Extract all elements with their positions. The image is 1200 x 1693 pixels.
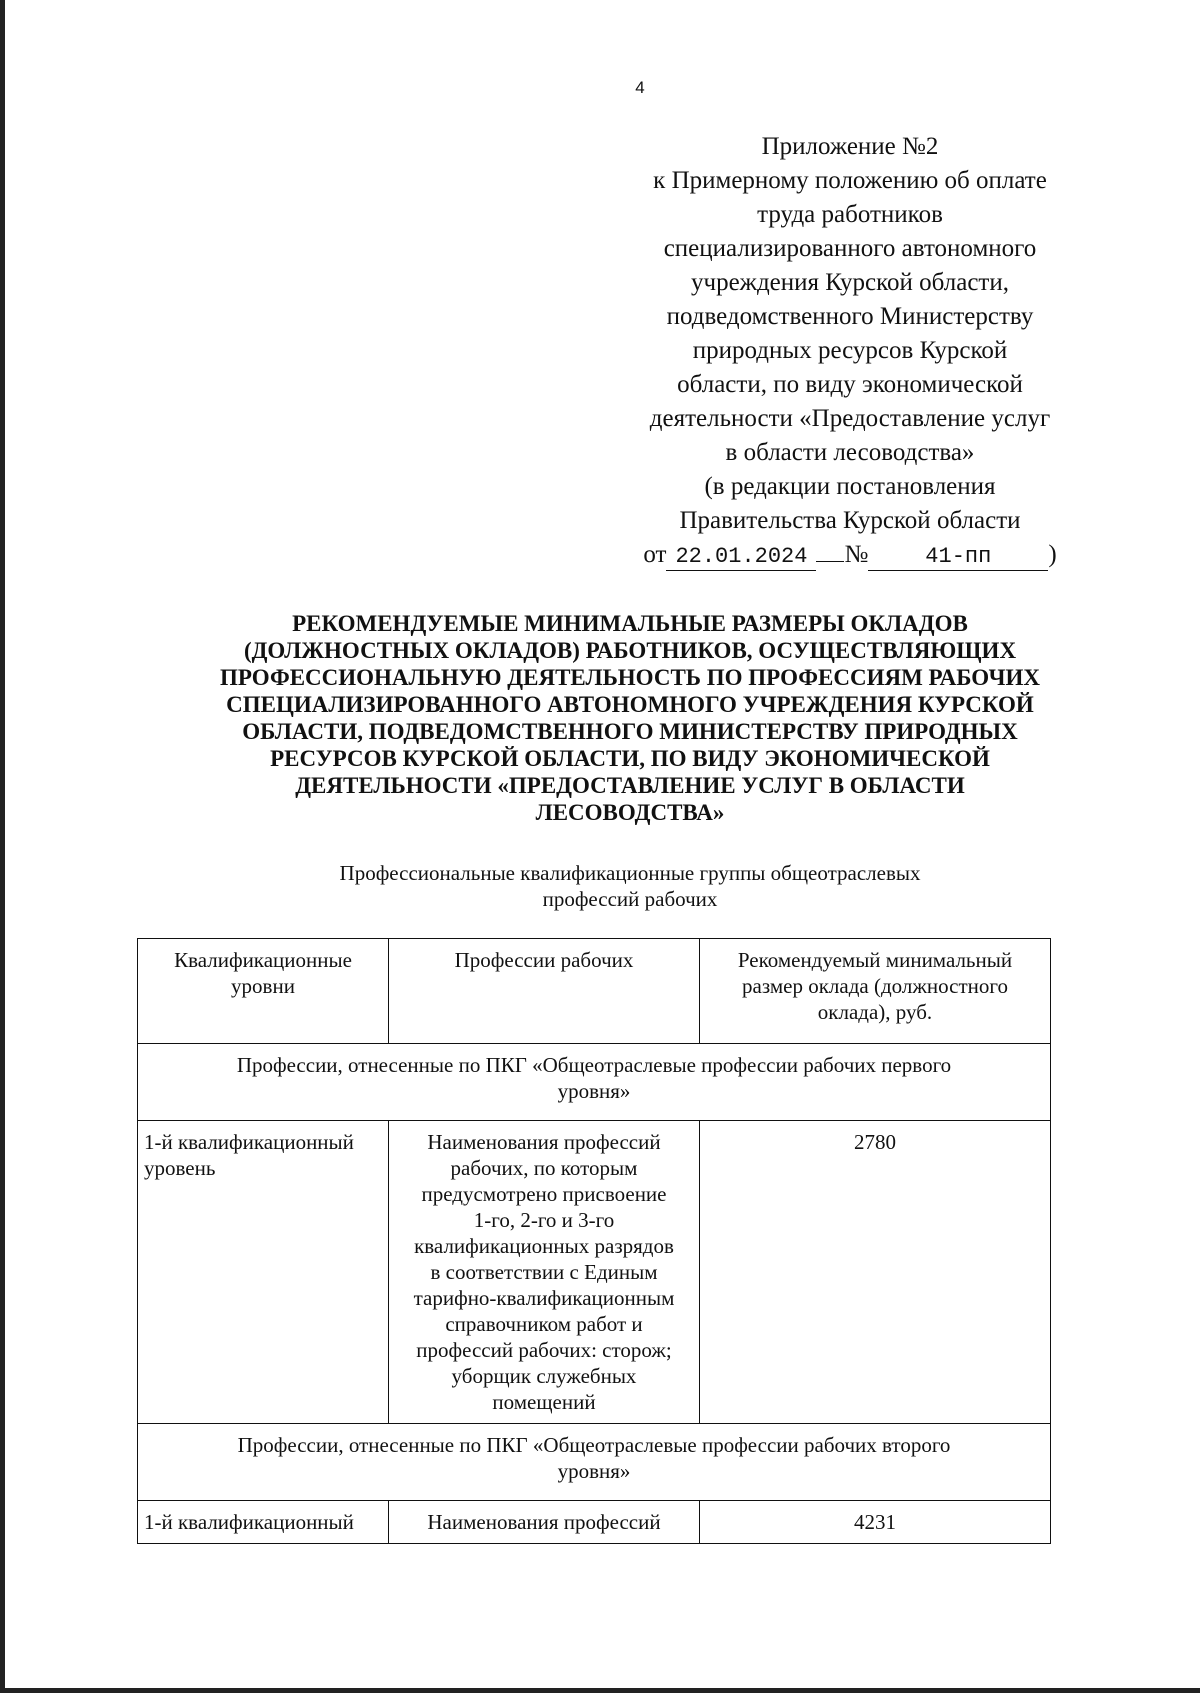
profession-line: в соответствии с Единым [430, 1260, 658, 1284]
group-first-level [138, 1044, 1051, 1121]
qualification-level-cell [138, 1121, 389, 1424]
header-line: Профессии рабочих [454, 948, 634, 972]
salary-cell: 2780 [700, 1121, 1051, 1424]
appendix-line: Правительства Курской области [679, 507, 1021, 534]
salary-cell: 4231 [700, 1501, 1051, 1544]
header-line: размер оклада (должностного [742, 974, 1008, 998]
profession-line: Наименования профессий [427, 1130, 661, 1154]
date-underline-gap [816, 561, 844, 562]
profession-line: справочником работ и [445, 1312, 643, 1336]
profession-line: квалификационных разрядов [414, 1234, 674, 1258]
table-group-row [138, 1424, 1051, 1501]
level-line: уровень [144, 1156, 216, 1180]
salary-table [137, 938, 1051, 1544]
group-line: уровня» [557, 1459, 631, 1483]
appendix-block [610, 130, 1090, 572]
table-row [138, 1121, 1051, 1424]
appendix-line: Приложение №2 [761, 133, 939, 160]
profession-line: помещений [492, 1390, 596, 1414]
caption-line: профессий рабочих [542, 887, 718, 911]
qualification-level-cell: 1-й квалификационный [138, 1501, 389, 1544]
title-line: РЕСУРСОВ КУРСКОЙ ОБЛАСТИ, ПО ВИДУ ЭКОНОМИЧЕСКОЙ [270, 746, 990, 771]
title-line: ОБЛАСТИ, ПОДВЕДОМСТВЕННОГО МИНИСТЕРСТВУ ПРИРОДНЫХ [242, 719, 1018, 744]
appendix-line: к Примерному положению об оплате [653, 167, 1047, 194]
date-prefix: от [643, 541, 667, 568]
appendix-line: (в редакции постановления [704, 473, 996, 500]
document-title [190, 610, 1070, 826]
header-min-salary [700, 939, 1051, 1044]
level-line: 1-й квалификационный [144, 1130, 354, 1154]
group-line: Профессии, отнесенные по ПКГ «Общеотраслевые профессии рабочих второго [237, 1433, 951, 1457]
appendix-line: в области лесоводства» [725, 439, 975, 466]
header-professions [389, 939, 700, 1044]
header-qualification-levels [138, 939, 389, 1044]
header-line: Квалификационные [174, 948, 352, 972]
table-group-row [138, 1044, 1051, 1121]
profession-line: рабочих, по которым [450, 1156, 638, 1180]
header-line: уровни [231, 974, 295, 998]
header-line: оклада), руб. [817, 1000, 933, 1024]
title-line: РЕКОМЕНДУЕМЫЕ МИНИМАЛЬНЫЕ РАЗМЕРЫ ОКЛАДОВ [292, 611, 968, 636]
table-caption [260, 860, 1000, 912]
scan-edge-left [0, 0, 5, 1693]
appendix-line: труда работников [757, 201, 943, 228]
title-line: СПЕЦИАЛИЗИРОВАННОГО АВТОНОМНОГО УЧРЕЖДЕНИЯ КУРСКОЙ [226, 692, 1034, 717]
title-line: ПРОФЕССИОНАЛЬНУЮ ДЕЯТЕЛЬНОСТЬ ПО ПРОФЕССИЯМ РАБОЧИХ [219, 665, 1041, 690]
resolution-date-line [610, 538, 1090, 572]
header-line: Рекомендуемый минимальный [737, 948, 1013, 972]
appendix-line: деятельности «Предоставление услуг [649, 405, 1051, 432]
profession-line: 1-го, 2-го и 3-го [473, 1208, 615, 1232]
caption-line: Профессиональные квалификационные группы общеотраслевых [339, 861, 921, 885]
page-number: 4 [635, 78, 645, 97]
number-sign: № [844, 541, 869, 568]
profession-line: уборщик служебных [451, 1364, 637, 1388]
title-line: (ДОЛЖНОСТНЫХ ОКЛАДОВ) РАБОТНИКОВ, ОСУЩЕСТВЛЯЮЩИХ [243, 638, 1017, 663]
profession-line: профессий рабочих: сторож; [416, 1338, 672, 1362]
group-line: Профессии, отнесенные по ПКГ «Общеотраслевые профессии рабочих первого [236, 1053, 952, 1077]
profession-line: тарифно-квалификационным [413, 1286, 675, 1310]
resolution-date: 22.01.2024 [666, 544, 816, 571]
table-header-row [138, 939, 1051, 1044]
scan-edge-bottom [0, 1688, 1200, 1693]
professions-cell [389, 1121, 700, 1424]
appendix-line: природных ресурсов Курской [692, 337, 1008, 364]
appendix-line: области, по виду экономической [677, 371, 1023, 398]
professions-cell: Наименования профессий [389, 1501, 700, 1544]
appendix-line: учреждения Курской области, [691, 269, 1009, 296]
table-row [138, 1501, 1051, 1544]
title-line: ЛЕСОВОДСТВА» [535, 800, 725, 825]
profession-line: предусмотрено присвоение [421, 1182, 667, 1206]
resolution-number: 41-пп [868, 544, 1048, 571]
title-line: ДЕЯТЕЛЬНОСТИ «ПРЕДОСТАВЛЕНИЕ УСЛУГ В ОБЛАСТИ [295, 773, 965, 798]
appendix-line: специализированного автономного [663, 235, 1037, 262]
appendix-line: подведомственного Министерству [666, 303, 1034, 330]
group-second-level [138, 1424, 1051, 1501]
close-paren: ) [1048, 541, 1057, 568]
group-line: уровня» [557, 1079, 631, 1103]
